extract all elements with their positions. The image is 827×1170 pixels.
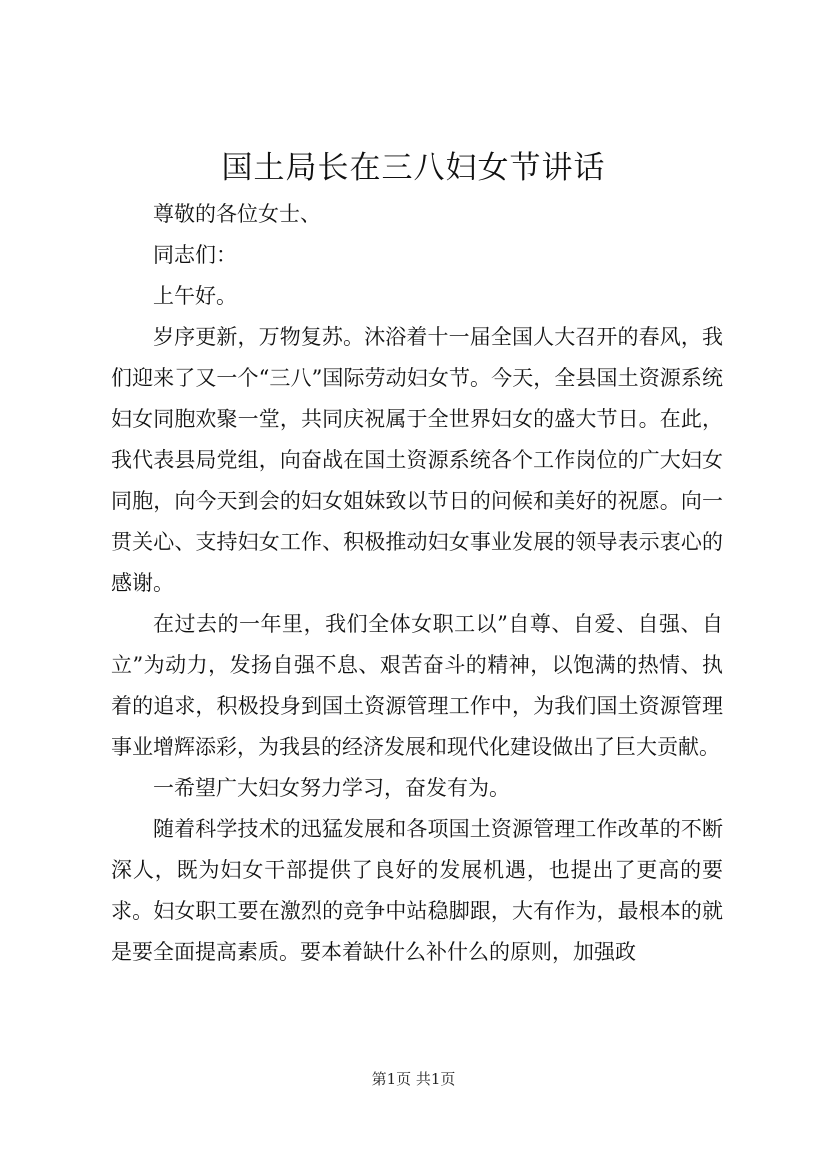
- greeting-paragraph: 上午好。: [153, 284, 237, 308]
- salutation-line-1: 尊敬的各位女士、: [153, 202, 321, 226]
- section-heading-1: 一希望广大妇女努力学习，奋发有为。: [153, 776, 510, 800]
- body-paragraph-3: 随着科学技术的迅猛发展和各项国土资源管理工作改革的不断深人，既为妇女干部提供了良好的发展机遇，也提出了更高的要求。妇女职工要在激烈的竞争中站稳脚跟，大有作为，最根本的就是要全面提高素质。要本着缺什么补什么的原则，加强政: [111, 817, 723, 964]
- body-paragraph-2: 在过去的一年里，我们全体女职工以”自尊、自爱、自强、自立”为动力，发扬自强不息、艰苦奋斗的精神，以饱满的热情、执着的追求，积极投身到国土资源管理工作中，为我们国土资源管理事业增辉添彩，为我县的经济发展和现代化建设做出了巨大贡献。: [111, 612, 723, 759]
- body-paragraph-1: 岁序更新，万物复苏。沐浴着十一届全国人大召开的春风，我们迎来了又一个“三八”国际劳动妇女节。今天，全县国土资源系统妇女同胞欢聚一堂，共同庆祝属于全世界妇女的盛大节日。在此，我代表县局党组，向奋战在国土资源系统各个工作岗位的广大妇女同胞，向今天到会的妇女姐妹致以节日的问候和美好的祝愿。向一贯关心、支持妇女工作、积极推动妇女事业发展的领导表示衷心的感谢。: [111, 325, 723, 595]
- document-body: [111, 194, 723, 973]
- document-title: 国土局长在三八妇女节讲话: [221, 150, 606, 186]
- page-footer: 第1页 共1页: [371, 1070, 456, 1088]
- salutation-line-2: 同志们：: [153, 243, 237, 267]
